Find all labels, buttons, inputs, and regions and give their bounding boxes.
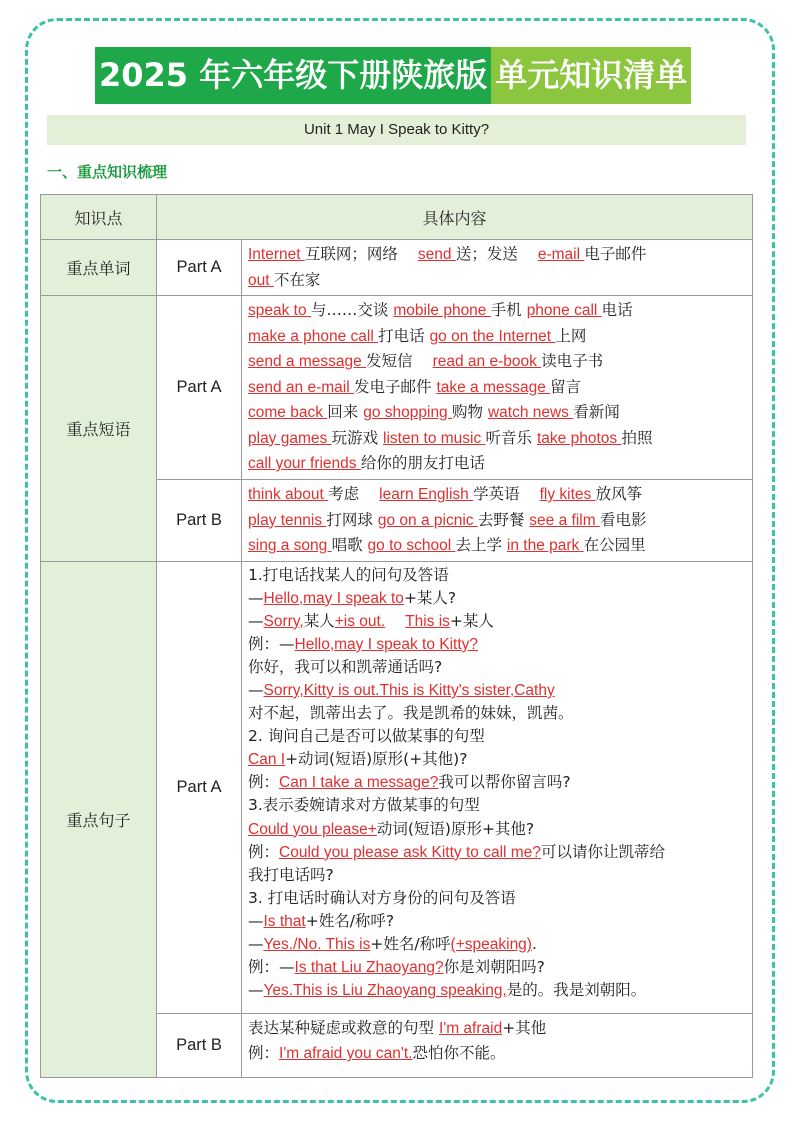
key-sentence: +is out.: [334, 612, 386, 630]
key-term: phone call: [526, 302, 602, 319]
key-term: see a film: [529, 511, 600, 529]
key-term: fly kites: [539, 486, 596, 503]
key-term: in the park: [506, 537, 584, 554]
term-meaning: 去上学: [455, 536, 502, 554]
sentence-pattern-title: 2. 询问自己是否可以做某事的句型: [248, 727, 485, 746]
term-meaning: 购物: [452, 403, 484, 421]
key-term: send a message: [248, 353, 367, 370]
key-sentence: I'm afraid: [438, 1019, 503, 1037]
key-sentence: (+speaking): [450, 936, 532, 953]
term-meaning: 拍照: [621, 428, 653, 447]
key-term: call your friends: [248, 455, 361, 472]
key-term: go shopping: [363, 404, 452, 421]
term-meaning: 去野餐: [477, 510, 525, 529]
key-term: out: [248, 271, 274, 289]
table-row-sentences-a: [41, 561, 753, 1013]
sentence-pattern-title: 3. 打电话时确认对方身份的问句及答语: [248, 888, 516, 907]
key-term: e-mail: [537, 246, 585, 263]
term-meaning: 玩游戏: [331, 428, 379, 447]
key-term: Internet: [248, 246, 305, 263]
key-term: make a phone call: [248, 327, 379, 345]
part-label: Part B: [157, 480, 242, 562]
phrases-a-content: [242, 296, 753, 480]
table-row-phrases-a: [41, 296, 753, 480]
key-sentence: Yes./No. This is: [263, 936, 371, 953]
key-term: come back: [248, 404, 328, 421]
term-meaning: 看新闻: [573, 403, 620, 421]
example-sentence: Is that Liu Zhaoyang?: [294, 959, 444, 977]
term-meaning: 打网球: [326, 510, 373, 529]
sentence-pattern-title: 1.打电话找某人的问句及答语: [248, 565, 449, 584]
title-part-2: 单元知识清单: [491, 47, 691, 104]
term-meaning: 上网: [555, 326, 587, 345]
term-meaning: 与……交谈: [310, 301, 389, 319]
part-label: Part A: [157, 561, 242, 1013]
example-sentence: I'm afraid you can't.: [279, 1045, 413, 1062]
key-term: go on a picnic: [377, 511, 478, 529]
key-term: send an e-mail: [248, 378, 354, 396]
key-term: listen to music: [383, 429, 486, 447]
key-term: go on the Internet: [429, 327, 556, 345]
term-meaning: 打电话: [378, 326, 425, 345]
sentences-b-content: 表达某种疑虑或救意的句型 I'm afraid+其他 例：I'm afraid you can't.恐怕你不能。: [242, 1013, 753, 1077]
key-term: speak to: [248, 302, 311, 319]
key-term: take a message: [436, 378, 551, 396]
term-meaning: 电子邮件: [584, 245, 647, 263]
key-term: sing a song: [248, 537, 332, 554]
term-meaning: 发短信: [366, 352, 413, 370]
example-sentence: Sorry,Kitty is out.This is Kitty's sister,Cathy: [263, 681, 555, 699]
term-meaning: 在公园里: [583, 536, 646, 554]
section-heading: 一、重点知识梳理: [47, 163, 168, 181]
example-sentence: Could you please ask Kitty to call me?: [279, 843, 541, 861]
part-label: Part A: [157, 296, 242, 480]
key-term: mobile phone: [393, 302, 491, 319]
term-meaning: 发电子邮件: [353, 377, 432, 396]
key-sentence: This is: [405, 612, 450, 630]
page-title: [95, 47, 691, 104]
example-sentence: Yes.This is Liu Zhaoyang speaking,: [263, 982, 507, 1000]
key-term: send: [417, 246, 456, 263]
term-meaning: 听音乐: [485, 428, 533, 447]
term-meaning: 留言: [550, 377, 582, 396]
key-term: watch news: [487, 404, 574, 421]
key-term: play tennis: [248, 511, 327, 529]
term-meaning: 看电影: [599, 510, 647, 529]
term-meaning: 手机: [490, 301, 522, 319]
key-term: play games: [248, 429, 332, 447]
key-term: take photos: [537, 429, 622, 447]
term-meaning: 不在家: [273, 270, 321, 289]
term-meaning: 读电子书: [541, 352, 604, 370]
category-phrases: 重点短语: [41, 296, 157, 562]
term-meaning: 学英语: [473, 485, 520, 503]
key-sentence: Hello,may I speak to: [263, 589, 404, 607]
term-meaning: 互联网；网络: [304, 245, 398, 263]
term-meaning: 给你的朋友打电话: [360, 454, 485, 472]
phrases-b-content: [242, 480, 753, 562]
key-term: read an e-book: [432, 353, 542, 370]
header-content: 具体内容: [157, 195, 753, 240]
key-sentence: Could you please+: [248, 820, 377, 838]
key-sentence: Is that: [263, 912, 306, 930]
unit-title: Unit 1 May I Speak to Kitty?: [47, 115, 746, 145]
key-term: think about: [248, 486, 329, 503]
term-meaning: 唱歌: [331, 536, 363, 554]
key-term: learn English: [379, 486, 474, 503]
knowledge-table: [40, 194, 753, 1078]
table-header-row: [41, 195, 753, 240]
title-part-1: 2025 年六年级下册陕旅版: [95, 47, 491, 104]
part-label: Part B: [157, 1013, 242, 1077]
term-meaning: 放风筝: [595, 485, 643, 503]
part-label: Part A: [157, 240, 242, 296]
key-term: go to school: [367, 537, 456, 554]
table-row-words: [41, 240, 753, 296]
term-meaning: 考虑: [328, 485, 360, 503]
term-meaning: 回来: [327, 403, 359, 421]
category-words: 重点单词: [41, 240, 157, 296]
example-sentence: Hello,may I speak to Kitty?: [294, 635, 479, 653]
header-knowledge-point: 知识点: [41, 195, 157, 240]
words-content: [242, 240, 753, 296]
term-meaning: 送；发送: [455, 245, 518, 263]
example-sentence: Can I take a message?: [279, 774, 439, 792]
sentences-a-content: 1.打电话找某人的问句及答语 —Hello,may I speak to+某人? —Sorry,某人+is out. This is+某人 例：—Hello,may I speak to Kitty? 你好，我可以和凯蒂通话吗? —Sorry,Kitty is out.This is Kitty's sister,Cathy 对不起，凯蒂出去了。我是凯希的妹妹，凯茜。 2. 询问自己是否可以做某事的句型 Can I+动词(短语)原形(+其他)? 例：Can I take a message?我可以帮你留言吗? 3.表示委婉请求对方做某事的句型 Could you please+动词(短语)原形+其他? 例：Could you please ask Kitty to call me?可以请你让凯蒂给 我打电话吗? 3. 打电话时确认对方身份的问句及答语 —Is that+姓名/称呼? —Yes./No. This is+姓名/称呼(+speaking). 例：—Is that Liu Zhaoyang?你是刘朝阳吗? —Yes.This is Liu Zhaoyang speaking,是的。我是刘朝阳。: [242, 561, 753, 1013]
sentence-pattern-title: 3.表示委婉请求对方做某事的句型: [248, 796, 480, 815]
category-sentences: 重点句子: [41, 561, 157, 1077]
key-sentence: Sorry,: [263, 612, 304, 630]
key-sentence: Can I: [248, 751, 286, 769]
term-meaning: 电话: [601, 301, 633, 319]
